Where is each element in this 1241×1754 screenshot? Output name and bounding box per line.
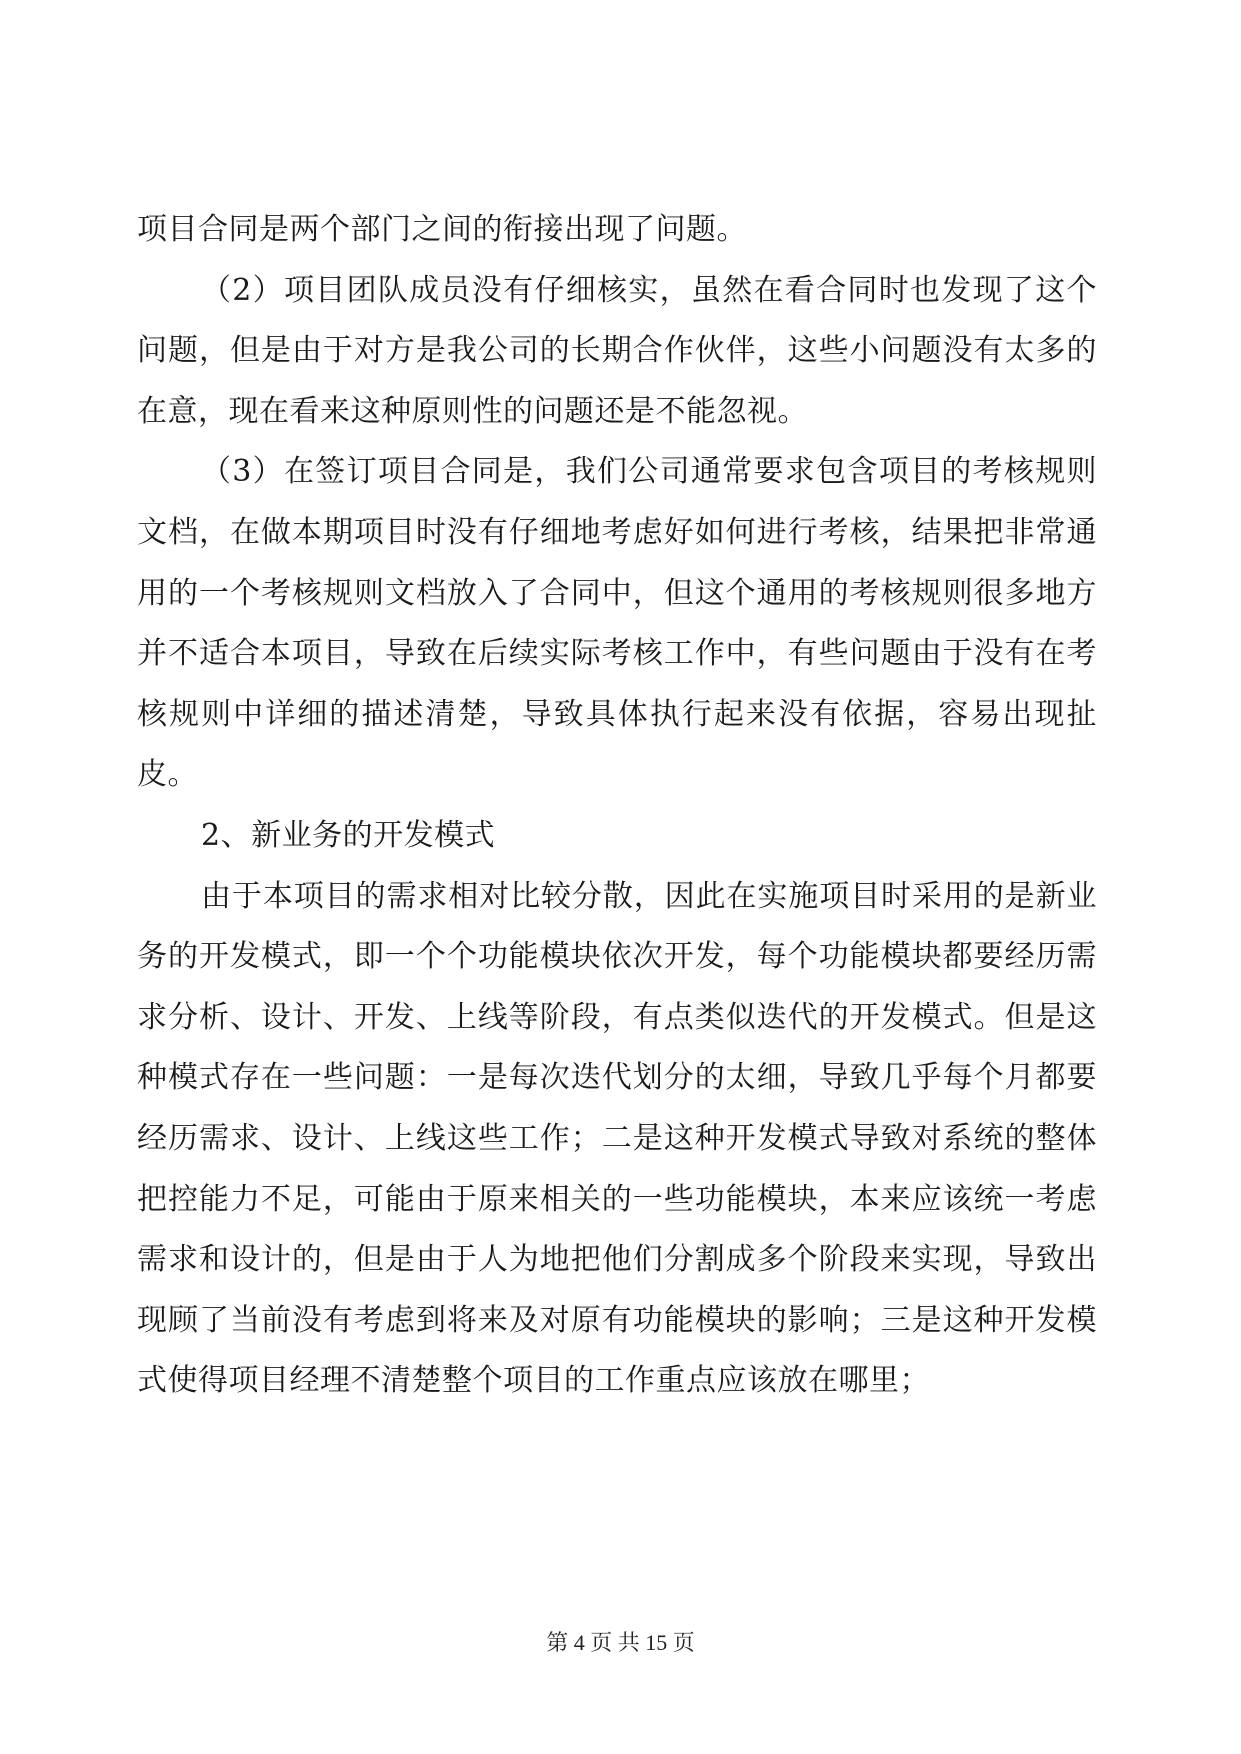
document-body [137,200,1097,1412]
paragraph-continuation: 项目合同是两个部门之间的衔接出现了问题。 [137,212,747,247]
section-heading: 2、新业务的开发模式 [201,817,496,853]
paragraph-item-2: （2）项目团队成员没有仔细核实，虽然在看合同时也发现了这个问题，但是由于对方是我公司的长期合作伙伴，这些小问题没有太多的在意，现在看来这种原则性的问题还是不能忽视。 [137,272,1097,429]
paragraph-development-mode: 由于本项目的需求相对比较分散，因此在实施项目时采用的是新业务的开发模式，即一个个功能模块依次开发，每个功能模块都要经历需求分析、设计、开发、上线等阶段，有点类似迭代的开发模式。但是这种模式存在一些问题：一是每次迭代划分的太细，导致几乎每个月都要经历需求、设计、上线这些工作；二是这种开发模式导致对系统的整体把控能力不足，可能由于原来相关的一些功能模块，本来应该统一考虑需求和设计的，但是由于人为地把他们分割成多个阶段来实现，导致出现顾了当前没有考虑到将来及对原有功能模块的影响；三是这种开发模式使得项目经理不清楚整个项目的工作重点应该放在哪里； [137,878,1097,1399]
page-footer: 第 4 页 共 15 页 [546,1630,695,1655]
paragraph-item-3: （3）在签订项目合同是，我们公司通常要求包含项目的考核规则文档，在做本期项目时没有仔细地考虑好如何进行考核，结果把非常通用的一个考核规则文档放入了合同中，但这个通用的考核规则很多地方并不适合本项目，导致在后续实际考核工作中，有些问题由于没有在考核规则中详细的描述清楚，导致具体执行起来没有依据，容易出现扯皮。 [137,454,1097,793]
